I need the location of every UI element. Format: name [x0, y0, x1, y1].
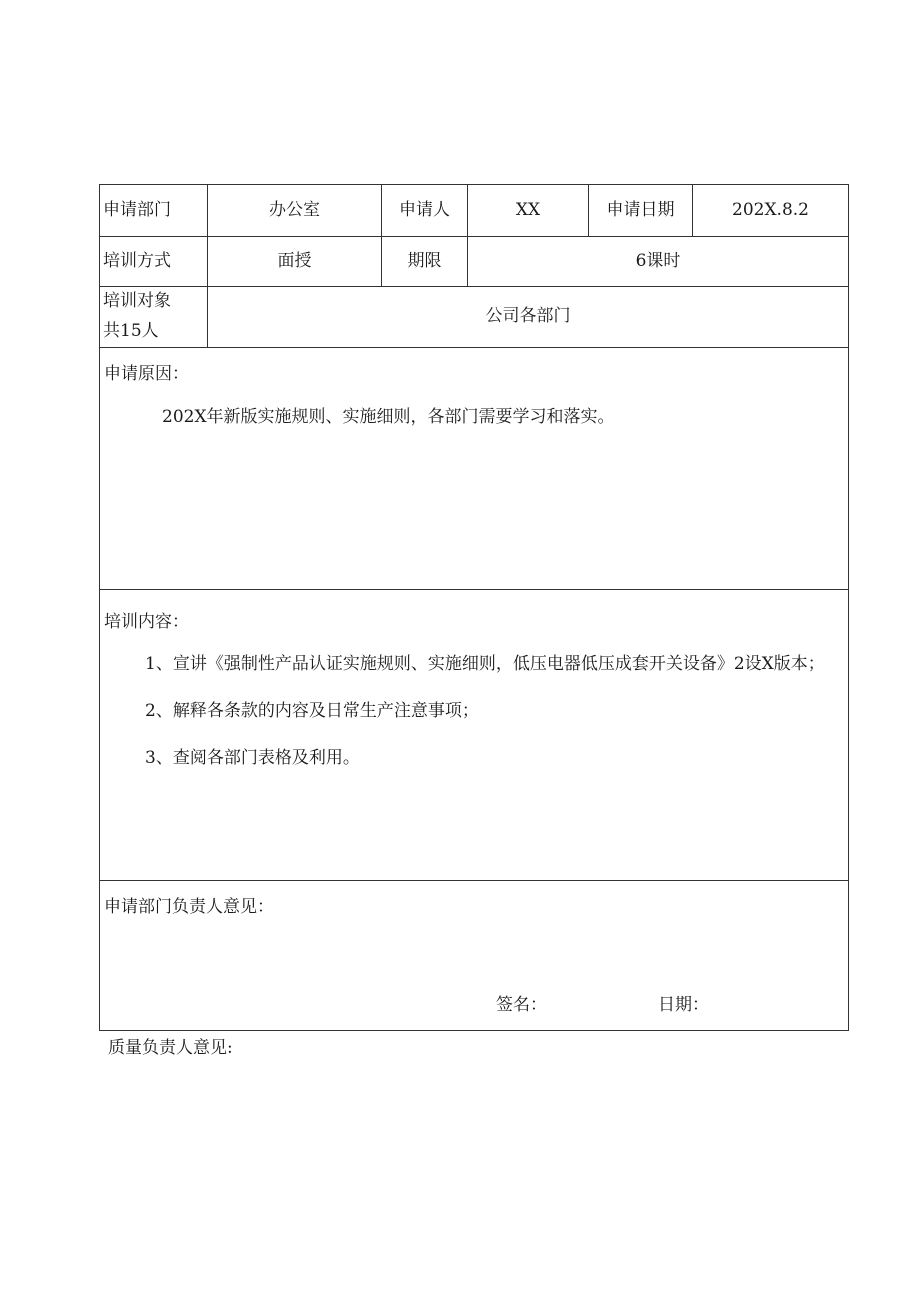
content-item-2: 2、解释各条款的内容及日常生产注意事项； [145, 701, 479, 722]
content-title: 培训内容： [104, 612, 189, 632]
target-value: 公司各部门 [208, 287, 849, 348]
row-reason [100, 348, 849, 590]
method-label: 培训方式 [100, 237, 208, 287]
quality-opinion: 质量负责人意见: [108, 1038, 233, 1058]
dept-opinion-section [100, 881, 849, 1031]
target-label-line1: 培训对象 [103, 291, 171, 312]
method-value: 面授 [208, 237, 382, 287]
content-item-1: 1、宣讲《强制性产品认证实施规则、实施细则，低压电器低压成套开关设备》2设X版本； [145, 654, 825, 675]
content-section [100, 590, 849, 881]
row-dept-opinion [100, 881, 849, 1031]
row-target [100, 287, 849, 348]
dept-opinion-title: 申请部门负责人意见： [104, 897, 274, 917]
applicant-label: 申请人 [382, 185, 468, 237]
term-value: 6课时 [468, 237, 849, 287]
dept-label: 申请部门 [100, 185, 208, 237]
date-label: 申请日期 [589, 185, 693, 237]
row-content [100, 590, 849, 881]
training-application-form [99, 184, 849, 1031]
sign-label: 签名： [496, 995, 547, 1015]
target-label-line2: 共15人 [103, 321, 159, 341]
applicant-value: XX [468, 185, 589, 237]
content-item-3: 3、查阅各部门表格及利用。 [145, 748, 360, 769]
term-label: 期限 [382, 237, 468, 287]
sign-date-label: 日期： [658, 995, 709, 1015]
reason-text: 202X年新版实施规则、实施细则，各部门需要学习和落实。 [162, 407, 615, 428]
reason-section [100, 348, 849, 590]
target-label [100, 287, 208, 348]
row-department [100, 185, 849, 237]
date-value: 202X.8.2 [693, 185, 849, 237]
reason-title: 申请原因： [104, 364, 189, 384]
dept-value: 办公室 [208, 185, 382, 237]
signature-row [496, 995, 709, 1016]
row-method [100, 237, 849, 287]
